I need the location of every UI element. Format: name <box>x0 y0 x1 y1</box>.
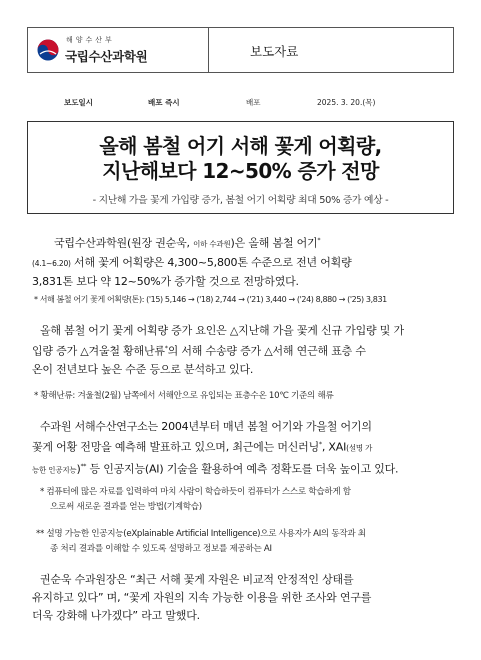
para2-text: 온이 전년보다 높은 수준 등으로 분석하고 있다. <box>32 362 254 376</box>
para3-note: (설명 가 <box>346 443 373 453</box>
para3-text: ) <box>76 462 81 476</box>
para1-abbrev: 이하 수과원 <box>193 239 231 249</box>
footnote-line: ** 설명 가능한 인공지능(eXplainable Artificial Intelligence)으로 사용자가 AI의 동작과 최 <box>36 529 366 539</box>
para1-text: 3,831톤 보다 약 12~50%가 증가할 것으로 전망하였다. <box>32 274 299 288</box>
para4-text: 권순욱 수과원장은 “최근 서해 꽃게 자원은 비교적 안정적인 상태를 <box>40 573 354 586</box>
release-date-label: 보도일시 <box>64 98 93 107</box>
government-emblem-icon <box>37 39 59 61</box>
footnote-marker: * <box>317 237 321 244</box>
para1-text: 서해 꽃게 어획량은 4,300~5,800톤 수준으로 전년 어획량 <box>70 255 352 269</box>
distribution-value: 2025. 3. 20.(목) <box>317 98 376 107</box>
paragraph-3 <box>32 418 456 479</box>
para1-text: 국립수산과학원(원장 권순욱, <box>54 236 190 250</box>
headline-line-2: 지난해보다 12~50% 증가 전망 <box>102 159 379 183</box>
para3-text: 등 인공지능(AI) 기술을 활용하여 예측 정확도를 더욱 높이고 있다. <box>86 462 399 476</box>
subtitle: - 지난해 가을 꽃게 가입량 증가, 봄철 어기 어획량 최대 50% 증가 예상 - <box>92 195 389 206</box>
footnote-line: * 컴퓨터에 많은 자료를 입력하여 마치 사람이 학습하듯이 컴퓨터가 스스로 학습하게 함 <box>40 487 351 497</box>
para3-text: 꽃게 어황 전망을 예측해 발표하고 있으며, 최근에는 머신러닝 <box>32 440 320 454</box>
para3-note: 능한 인공지능 <box>32 465 77 475</box>
footnote-marker: * <box>319 441 322 448</box>
org-ministry: 해양수산부 <box>66 36 115 44</box>
para4-text: 유지하고 있다” 며, “꽃게 자원의 지속 가능한 이용을 위한 조사와 연구를 <box>32 591 372 604</box>
para2-text: 올해 봄철 어기 꽃게 어획량 증가 요인은 △지난해 가을 꽃게 신규 가입량 및 가 <box>40 324 404 337</box>
para2-text: 입량 증가 △겨울철 황해난류 <box>32 344 165 358</box>
footnote-machine-learning <box>40 485 351 515</box>
org-name: 국립수산과학원 <box>65 49 148 64</box>
para3-text: , XAI <box>321 440 347 454</box>
headline-line-1: 올해 봄철 어기 서해 꽃게 어획량, <box>99 134 382 158</box>
para2-text: 의 서해 수송량 증가 △서해 연근해 표층 수 <box>167 344 366 358</box>
paragraph-2 <box>32 322 456 379</box>
para4-text: 더욱 강화해 나가겠다” 라고 말했다. <box>32 609 200 622</box>
footnote-line: 종 처리 결과를 이해할 수 있도록 설명하고 정보를 제공하는 AI <box>50 544 272 554</box>
paragraph-4 <box>32 571 456 625</box>
doc-type: 보도자료 <box>250 44 299 59</box>
footnote-catch-history: * 서해 봄철 어기 꽃게 어획량(톤): ('15) 5,146 → ('18) 2,744 → ('21) 3,440 → ('24) 8,880 → ('25) 3,831 <box>34 295 387 304</box>
footnote-marker: * <box>164 345 168 352</box>
para1-period: (4.1~6.20) <box>32 258 71 268</box>
footnote-xai <box>36 527 366 557</box>
title-box <box>27 121 454 214</box>
para1-text: )은 올해 봄철 어기 <box>230 236 318 250</box>
footnote-line: 으로써 새로운 결과를 얻는 방법(기계학습) <box>50 502 202 512</box>
para3-text: 수과원 서해수산연구소는 2004년부터 매년 봄철 어기와 가을철 어기의 <box>40 420 372 433</box>
footnote-yellow-sea-current: * 황해난류: 겨울철(2월) 남쪽에서 서해안으로 유입되는 표층수온 10℃ 기준의 해류 <box>34 391 334 401</box>
paragraph-1 <box>32 232 456 291</box>
header-divider <box>208 28 209 72</box>
header-box <box>27 27 454 73</box>
release-date-value: 배포 즉시 <box>148 98 180 107</box>
footnote-marker: ** <box>80 462 87 470</box>
distribution-label: 배포 <box>246 98 261 107</box>
